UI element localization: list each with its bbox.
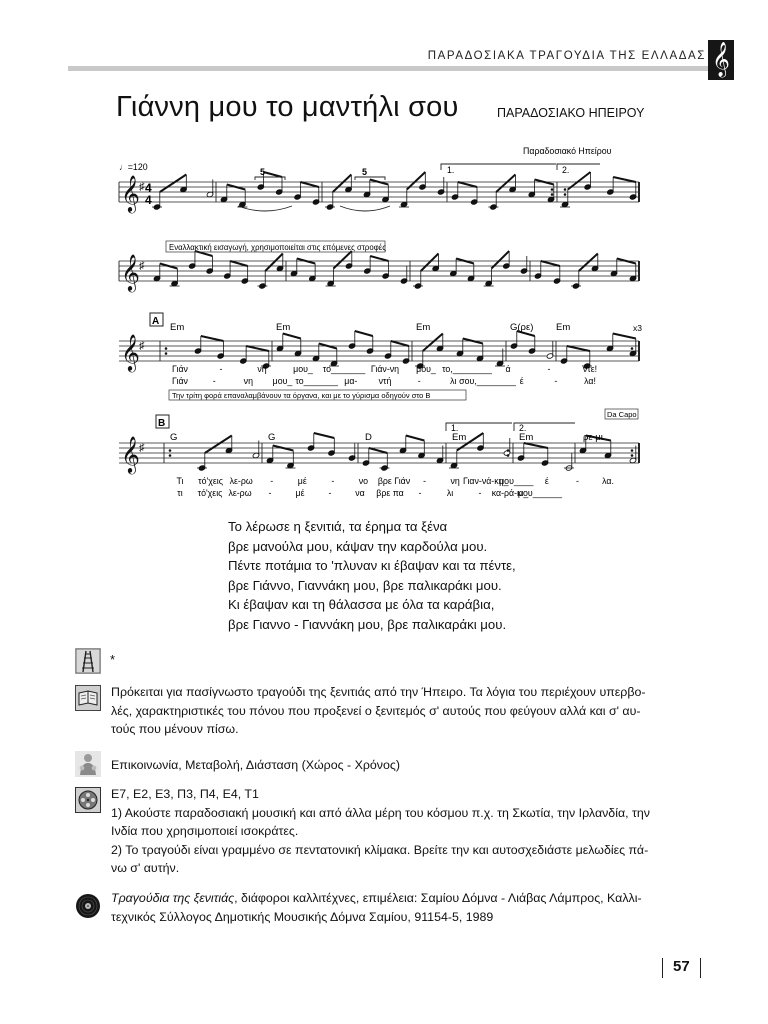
repeat-dot xyxy=(631,347,634,350)
lyric-syllable: - xyxy=(270,476,274,486)
treble-clef-icon: 𝄞 xyxy=(708,40,734,80)
volta-2: 2. xyxy=(519,423,527,433)
poem-line: βρε Γιάννο, Γιαννάκη μου, βρε παλικαράκι μου. xyxy=(228,577,502,593)
note-beam xyxy=(613,177,636,182)
lyric-syllable: τό'χεις xyxy=(198,476,223,486)
note-beam xyxy=(314,433,335,438)
lyric-syllable: μου_ xyxy=(416,364,436,374)
treble-clef-icon: 𝄞 xyxy=(121,435,140,473)
note-beam xyxy=(541,261,560,266)
lyric-syllable: έ xyxy=(544,476,549,486)
lyric-syllable: ντή xyxy=(378,376,392,386)
repeat-dot xyxy=(551,188,554,191)
third-time-note: Την τρίτη φορά επαναλαμβάνουν τα όργανα, και με το γύρισμα οδηγούν στο B xyxy=(172,391,431,400)
activity-line: 1) Ακούστε παραδοσιακή μουσική και από άλλα μέρη του κόσμου π.χ. τη Σκωτία, την Ιρλανδία, την xyxy=(111,805,650,820)
key-signature-sharp: ♯ xyxy=(139,181,145,193)
poem-line: Το λέρωσε η ξενιτιά, τα έρημα τα ξένα xyxy=(228,519,448,534)
note-beam xyxy=(391,341,409,346)
lyric-syllable: - xyxy=(331,476,335,486)
lyric-syllable: βρε Γιάν xyxy=(377,476,411,486)
lyric-syllable: λι xyxy=(446,488,454,498)
description-line: τούς που μένουν πίσω. xyxy=(111,722,239,737)
discography-line xyxy=(111,889,716,908)
time-sig-top: 4 xyxy=(145,181,152,195)
chord-symbol: Em xyxy=(452,432,467,443)
chord-symbol: G xyxy=(170,432,178,443)
repeat-dot xyxy=(165,347,168,350)
tuplet-label: 5 xyxy=(362,167,368,177)
section-b-label: B xyxy=(158,418,166,429)
lyric-syllable: νο xyxy=(358,476,369,486)
lyric-syllable: - xyxy=(554,376,558,386)
note-beam xyxy=(230,261,248,266)
note-beam xyxy=(567,346,590,351)
lyric-lines xyxy=(172,364,614,498)
chord-symbol: Em xyxy=(519,432,534,443)
chord-symbol: D xyxy=(365,432,372,443)
poem-line: Πέντε ποτάμια το 'πλυναν κι έβαψαν και τα πέντε, xyxy=(228,558,516,574)
lyric-syllable: νη xyxy=(243,376,253,386)
page-number: 57 xyxy=(673,958,690,975)
lyric-syllable: το_______ xyxy=(322,364,366,374)
film-reel-icon xyxy=(75,787,101,813)
lyric-syllable: μου______ xyxy=(517,488,563,498)
poem xyxy=(228,517,516,635)
note-beam xyxy=(201,336,224,341)
series-title: ΠΑΡΑΔΟΣΙΑΚΑ ΤΡΑΓΟΥΔΙΑ ΤΗΣ ΕΛΛΑΔΑΣ xyxy=(427,50,706,62)
poem-line: βρε Γιαννο - Γιαννάκη μου, βρε παλικαράκι μου. xyxy=(228,616,507,632)
note-asterisk: * xyxy=(110,652,116,667)
note-beam xyxy=(524,443,548,448)
score-marks xyxy=(165,164,634,457)
lyric-syllable: λα. xyxy=(602,476,614,486)
volta-1: 1. xyxy=(447,165,455,175)
time-sig-bottom: 4 xyxy=(145,193,152,207)
volta-2: 2. xyxy=(562,165,570,175)
volta-1-bracket xyxy=(441,164,556,170)
slur xyxy=(340,206,390,211)
activity-line: Ινδία που χρησιμοποιεί ισοκράτες. xyxy=(111,824,299,839)
lyric-syllable: μα- xyxy=(344,376,358,386)
repeat-dot xyxy=(564,188,567,191)
lyric-syllable: - xyxy=(547,364,551,374)
note-beam xyxy=(458,182,477,187)
poem-line: Κι έβαψαν και τη θάλασσα με όλα τα καράβια, xyxy=(228,597,495,613)
key-signature-sharp: ♯ xyxy=(139,260,145,272)
lyric-syllable: Γιαν-νά-κη_ xyxy=(462,476,509,486)
da-capo: Da Capo xyxy=(607,410,637,419)
description-line: λές, χαρακτηριστικές του πόνου που προξενεί ο ξενιτεμός σ' αυτούς που φεύγουν αλλά και σ' αυ- xyxy=(111,703,641,718)
chord-symbol: Em xyxy=(170,322,185,333)
treble-clef-icon: 𝄞 xyxy=(121,333,140,371)
lyric-syllable: να xyxy=(355,488,365,498)
lyric-syllable: κα-ρά-κι_ xyxy=(491,488,529,498)
lyric-syllable: τι xyxy=(177,488,183,498)
lyric-syllable: - xyxy=(575,476,579,486)
lyric-syllable: τό'χεις xyxy=(197,488,223,498)
activity-line: νω σ' αυτήν. xyxy=(111,861,180,876)
poem-line: βρε μανούλα μου, κάψαν την καρδούλα μου. xyxy=(228,538,488,554)
tempo-marking: ♩=120 xyxy=(119,162,148,172)
section-a-label: A xyxy=(152,316,160,327)
lyric-syllable: το_______ xyxy=(295,376,338,386)
lyric-syllable: - xyxy=(328,488,332,498)
page-number-rule xyxy=(662,958,663,978)
lyric-syllable: Γιάν xyxy=(172,364,188,374)
vinyl-record-icon xyxy=(75,893,101,919)
header-rule xyxy=(68,66,708,71)
lyric-syllable: λα! xyxy=(584,376,596,386)
lyric-syllable: - xyxy=(478,488,482,498)
repeat-dot xyxy=(169,449,172,452)
lyric-syllable: - xyxy=(417,376,421,386)
lyric-syllable: νη xyxy=(450,476,460,486)
repeat-dot xyxy=(631,454,634,457)
repeat-dot xyxy=(507,454,510,457)
page-number-rule xyxy=(700,958,701,978)
lyric-syllable: μέ xyxy=(295,488,305,498)
tuplet-bracket xyxy=(255,177,285,180)
activity-line: 2) Το τραγούδι είναι γραμμένο σε πεντατονική κλίμακα. Βρείτε την και αυτοσχεδιάστε μελωδίες πά- xyxy=(111,842,649,857)
description-line: Πρόκειται για πασίγνωστο τραγούδι της ξενιτιάς από την Ήπειρο. Τα λόγια του περιέχουν υπερβο- xyxy=(111,685,646,699)
note-beam xyxy=(283,334,301,339)
lyric-syllable: Τι xyxy=(176,476,184,486)
album-title: Τραγούδια της ξενιτιάς xyxy=(111,891,235,905)
note-beam xyxy=(613,334,636,339)
key-signature-sharp: ♯ xyxy=(139,340,145,352)
treble-clef-icon: 𝄞 xyxy=(121,174,140,212)
lyric-syllable: σου,________ xyxy=(459,376,516,386)
repeat-dot xyxy=(631,352,634,355)
tuplet-label: 5 xyxy=(260,167,266,177)
lyric-syllable: λε-ρω xyxy=(229,476,253,486)
lyric-syllable: μου_ xyxy=(272,376,293,386)
lyric-syllable: μου_ xyxy=(293,364,313,374)
lyric-syllable: Γιάν-νη xyxy=(370,364,400,374)
music-score xyxy=(0,140,768,510)
key-signature-sharp: ♯ xyxy=(139,442,145,454)
lyric-syllable: - xyxy=(268,488,272,498)
discography-line: τεχνικός Σύλλογος Δημοτικής Μουσικής Δόμνα Σαμίου, 91154-5, 1989 xyxy=(111,909,494,924)
puzzle-figure-icon xyxy=(75,751,101,777)
repeat-dot xyxy=(631,449,634,452)
lyric-syllable: Γιάν xyxy=(172,376,188,386)
lyric-syllable: λε-ρω xyxy=(228,488,252,498)
chord-symbol: Em xyxy=(276,322,291,333)
activity-codes: Ε7, Ε2, Ε3, Π3, Π4, Ε4, Τ1 xyxy=(111,787,259,801)
open-book-icon xyxy=(75,685,101,711)
lyric-syllable: - xyxy=(212,376,216,386)
note-beam xyxy=(300,182,318,187)
note-beam xyxy=(406,436,425,441)
note-beam xyxy=(264,172,282,177)
activities-text xyxy=(111,785,716,878)
lyric-syllable: νη xyxy=(257,364,267,374)
lyric-syllable: - xyxy=(418,488,422,498)
lyric-syllable: - xyxy=(219,364,223,374)
chord-symbol: ρε μι xyxy=(583,432,603,443)
description-text xyxy=(111,683,716,739)
lyric-syllable: μου____ xyxy=(499,476,534,486)
lyric-syllable: ά xyxy=(505,364,511,374)
page-subtitle: ΠΑΡΑΔΟΣΙΑΚΟ ΗΠΕΙΡΟΥ xyxy=(497,106,645,120)
lyric-syllable: βρε πα xyxy=(376,488,404,498)
repeat-dot xyxy=(551,193,554,196)
score-origin: Παραδοσιακό Ηπείρου xyxy=(523,146,612,156)
concepts-text: Επικοινωνία, Μεταβολή, Διάσταση (Χώρος - Χρόνος) xyxy=(111,758,400,772)
lyric-syllable: το,________ xyxy=(442,364,492,374)
lyric-syllable: ντε! xyxy=(582,364,598,374)
alt-intro-note: Εναλλακτική εισαγωγή, χρησιμοποιείται στις επόμενες στροφές xyxy=(169,243,386,252)
chord-symbol: Em xyxy=(556,322,571,333)
note-beam xyxy=(355,331,373,336)
note-beam xyxy=(246,346,269,351)
repeat-dot xyxy=(165,352,168,355)
treble-clef-icon: 𝄞 xyxy=(121,253,140,291)
rail-track-icon xyxy=(75,648,101,674)
note-beam xyxy=(370,256,388,261)
volta-1: 1. xyxy=(451,423,459,433)
lyric-syllable: μέ xyxy=(297,476,307,486)
chord-symbol: G(ρε) xyxy=(510,322,534,333)
chord-symbol: G xyxy=(268,432,276,443)
lyric-syllable: λι xyxy=(450,376,457,386)
chord-symbol: Em xyxy=(416,322,431,333)
page-title: Γιάννη μου το μαντήλι σου xyxy=(116,91,459,123)
repeat-dot xyxy=(169,454,172,457)
note-beam xyxy=(369,448,388,453)
repeat-dot xyxy=(507,449,510,452)
repeat-x3: x3 xyxy=(633,323,642,333)
lyric-syllable: - xyxy=(423,476,427,486)
discography-text xyxy=(111,889,716,926)
repeat-dot xyxy=(564,193,567,196)
lyric-syllable: έ xyxy=(519,376,524,386)
album-details: , διάφοροι καλλιτέχνες, επιμέλεια: Σαμίου Δόμνα - Λιάβας Λάμπρος, Καλλι- xyxy=(234,891,642,905)
